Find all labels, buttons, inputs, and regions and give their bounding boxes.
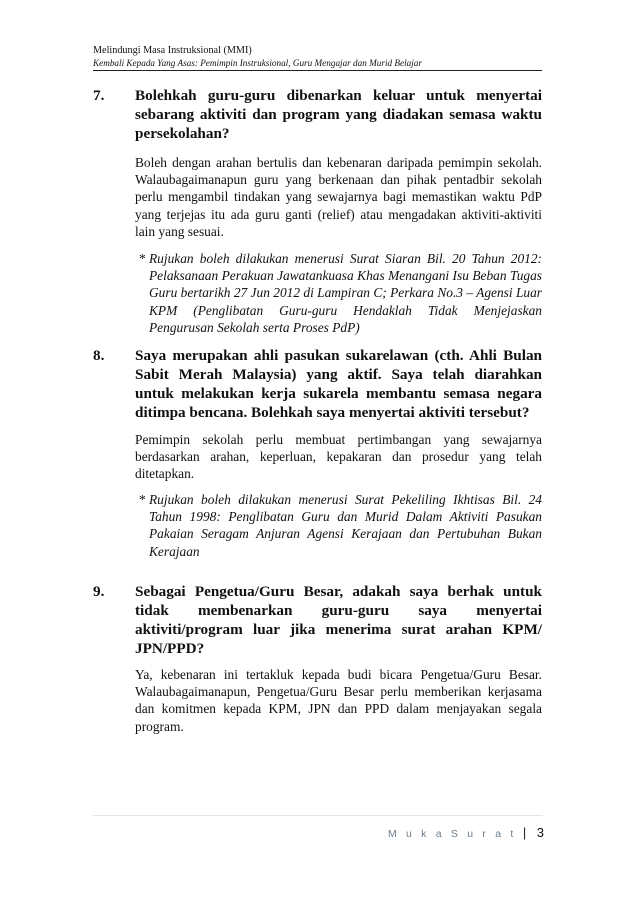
faq-number: 7. bbox=[93, 87, 105, 104]
faq-answer: Pemimpin sekolah perlu membuat pertimbangan yang sewajarnya berdasarkan arahan, keperluan, kepakaran dan prosedur yang telah ditetapkan. bbox=[135, 432, 542, 482]
header-subtitle: Kembali Kepada Yang Asas: Pemimpin Instruksional, Guru Mengajar dan Murid Belajar bbox=[93, 58, 422, 68]
faq-answer: Ya, kebenaran ini tertakluk kepada budi bicara Pengetua/Guru Besar. Walaubagaimanapun, Pengetua/Guru Besar perlu memberikan kerjasama dan komitmen kepada KPM, JPN dan PPD dalam menjayakan segala program. bbox=[135, 667, 542, 734]
reference-bullet: * bbox=[139, 492, 146, 507]
page-header bbox=[93, 44, 541, 70]
faq-question: Sebagai Pengetua/Guru Besar, adakah saya berhak untuk tidak membenarkan guru-guru saya menyertai aktiviti/program luar jika menerima surat arahan KPM/ JPN/PPD? bbox=[135, 583, 542, 657]
page-separator: | bbox=[522, 825, 527, 840]
faq-question: Saya merupakan ahli pasukan sukarelawan (cth. Ahli Bulan Sabit Merah Malaysia) yang aktif. Saya telah diarahkan untuk melakukan kerja sukarela membantu semasa negara ditimpa bencana. Bolehkah saya menyertai aktiviti tersebut? bbox=[135, 347, 542, 421]
reference-bullet: * bbox=[139, 251, 146, 266]
faq-answer: Boleh dengan arahan bertulis dan kebenaran daripada pemimpin sekolah. Walaubagaimanapun guru yang berkenaan dan pihak pentadbir sekolah perlu mengambil tindakan yang sewajarnya bagi memastikan waktu PdP yang terjejas itu ada guru ganti (relief) atau mengadakan aktiviti-aktiviti lain yang sesuai. bbox=[135, 155, 542, 239]
reference-text: Rujukan boleh dilakukan menerusi Surat Siaran Bil. 20 Tahun 2012: Pelaksanaan Perakuan Jawatankuasa Khas Menangani Isu Beban Tugas Guru bertarikh 27 Jun 2012 di Lampiran C; Perkara No.3 – Agensi Luar KPM (Penglibatan Guru-guru Hendaklah Tidak Menjejaskan Pengurusan Sekolah serta Proses PdP) bbox=[149, 251, 542, 335]
page-footer bbox=[388, 824, 544, 842]
header-divider bbox=[93, 70, 542, 71]
page-label: M u k a S u r a t bbox=[387, 828, 517, 840]
page-number: 3 bbox=[536, 825, 544, 840]
header-title: Melindungi Masa Instruksional (MMI) bbox=[93, 45, 252, 56]
faq-number: 9. bbox=[93, 583, 105, 600]
faq-question: Bolehkah guru-guru dibenarkan keluar untuk menyertai sebarang aktiviti dan program yang diadakan semasa waktu persekolahan? bbox=[135, 87, 542, 142]
footer-divider bbox=[93, 815, 543, 816]
reference-text: Rujukan boleh dilakukan menerusi Surat Pekeliling Ikhtisas Bil. 24 Tahun 1998: Penglibatan Guru dan Murid Dalam Aktiviti Pasukan Pakaian Seragam Anjuran Agensi Kerajaan dan Pertubuhan Bukan Kerajaan bbox=[149, 492, 542, 559]
faq-number: 8. bbox=[93, 347, 105, 364]
